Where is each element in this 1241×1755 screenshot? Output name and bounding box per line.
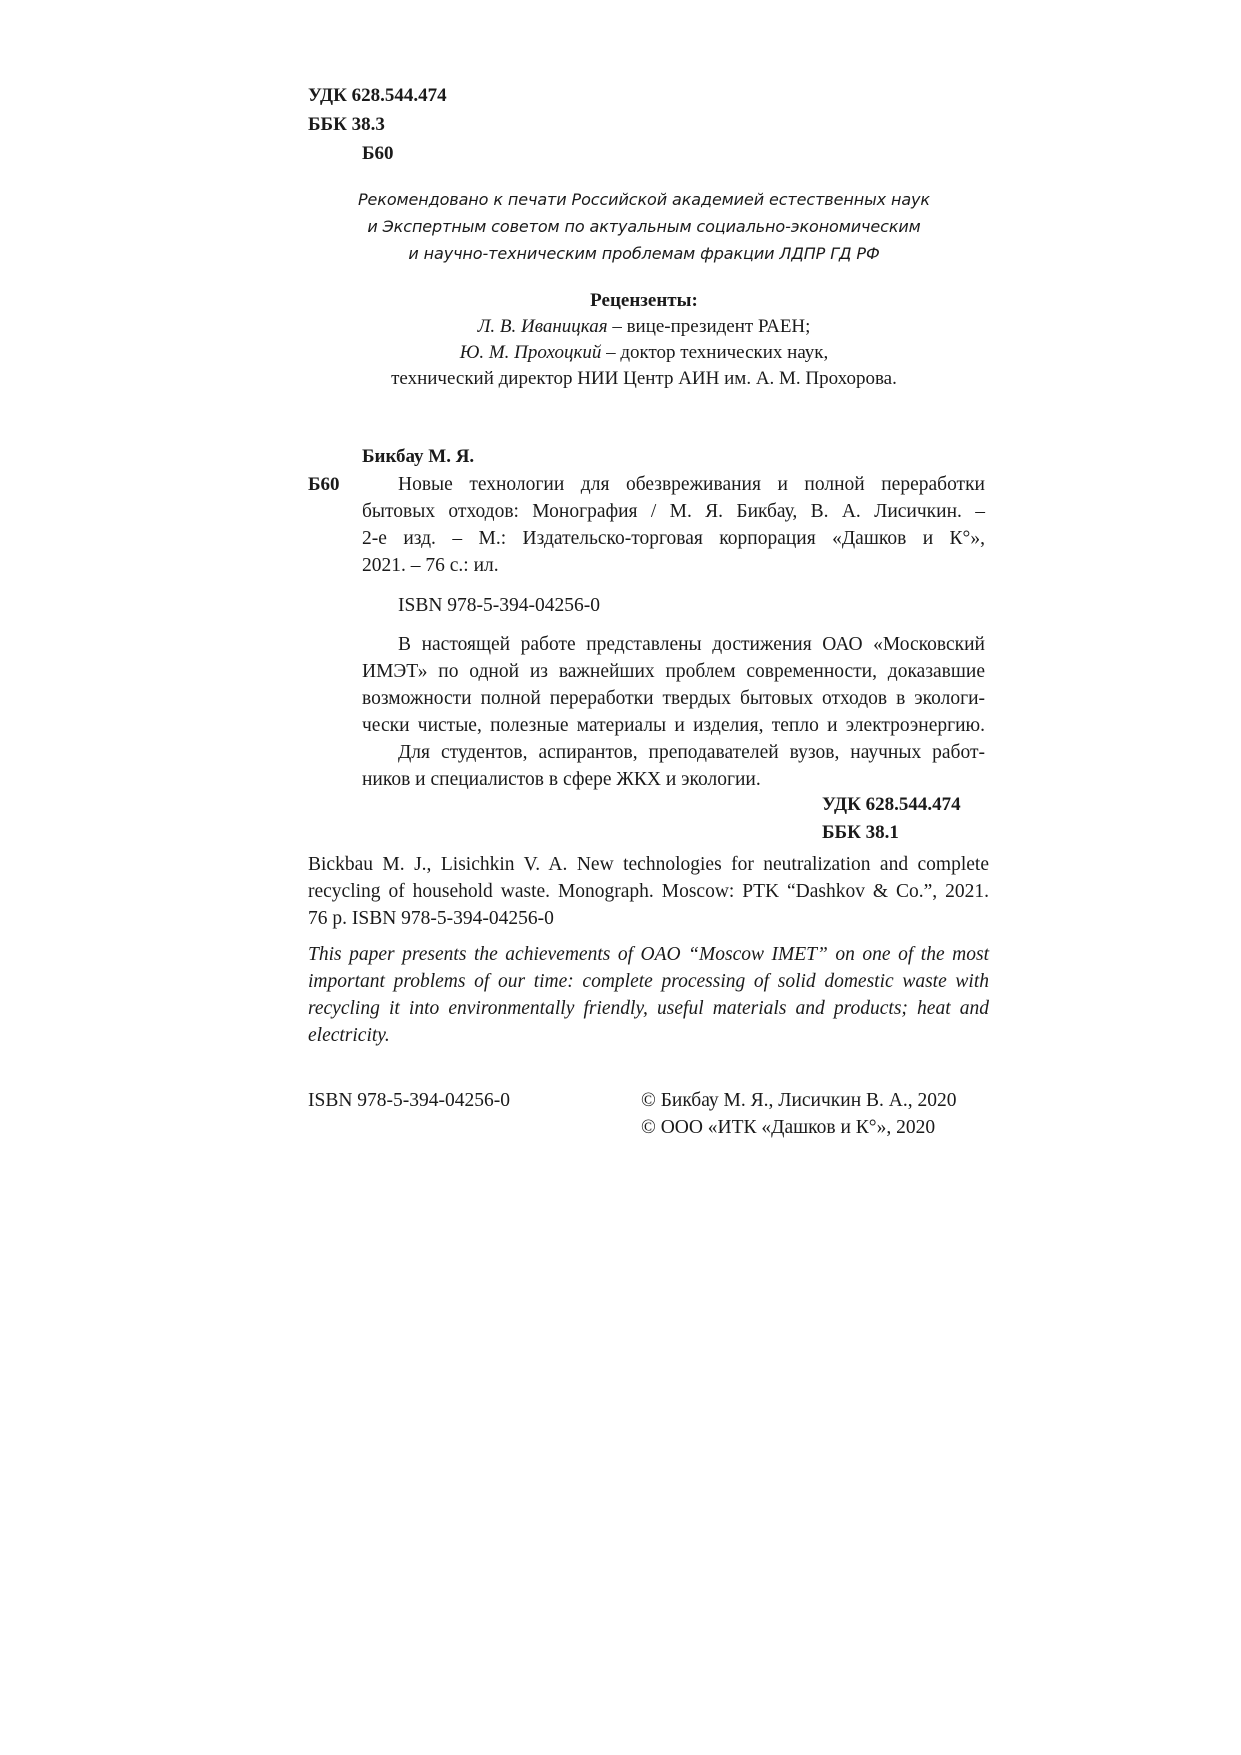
reviewer-2-role-cont: технический директор НИИ Центр АИН им. А. М. Прохорова. bbox=[391, 368, 897, 389]
reviewers-heading: Рецензенты: bbox=[590, 290, 698, 311]
english-abstract-line: This paper presents the achievements of OAO “Moscow IMET” on one of the most bbox=[308, 944, 989, 965]
author-mark: Б60 bbox=[362, 143, 394, 164]
copyright-block bbox=[641, 1087, 957, 1141]
annotation-line: возможности полной переработки твердых бытовых отходов в экологи- bbox=[362, 688, 985, 709]
bib-title-line: 2-е изд. – М.: Издательско-торговая корпорация «Дашков и К°», bbox=[362, 528, 985, 549]
english-abstract-line: recycling it into environmentally friendly, useful materials and products; heat and bbox=[308, 998, 989, 1019]
annotation-line: ИМЭТ» по одной из важнейших проблем современности, доказавшие bbox=[362, 661, 985, 682]
annotation bbox=[362, 631, 985, 793]
reviewer-2-name: Ю. М. Прохоцкий bbox=[459, 342, 602, 363]
annotation-line: ников и специалистов в сфере ЖКХ и экологии. bbox=[362, 769, 761, 790]
english-citation bbox=[308, 851, 989, 932]
english-abstract-line: electricity. bbox=[308, 1025, 390, 1046]
bib-mark: Б60 bbox=[308, 474, 340, 495]
copyright-publisher: © ООО «ИТК «Дашков и К°», 2020 bbox=[641, 1117, 936, 1138]
english-citation-line: recycling of household waste. Monograph. Moscow: PTK “Dashkov & Co.”, 2021. bbox=[308, 881, 989, 902]
bib-title-line: бытовых отходов: Монография / М. Я. Бикбау, В. А. Лисичкин. – bbox=[362, 501, 985, 522]
reviewers bbox=[330, 288, 958, 392]
recommendation-line: и Экспертным советом по актуальным социально-экономическим bbox=[367, 217, 921, 236]
english-abstract-line: important problems of our time: complete processing of solid domestic waste with bbox=[308, 971, 989, 992]
copyright-authors: © Бикбау М. Я., Лисичкин В. А., 2020 bbox=[641, 1090, 957, 1111]
reviewer-2 bbox=[330, 340, 958, 366]
recommendation-line: Рекомендовано к печати Российской академией естественных наук bbox=[357, 190, 930, 209]
annotation-line: Для студентов, аспирантов, преподавателей вузов, научных работ- bbox=[398, 742, 985, 763]
english-citation-line: Bickbau M. J., Lisichkin V. A. New technologies for neutralization and complete bbox=[308, 854, 989, 875]
bib-isbn: ISBN 978-5-394-04256-0 bbox=[398, 595, 601, 616]
reviewer-1 bbox=[330, 314, 958, 340]
bib-title bbox=[362, 471, 985, 579]
annotation-line: чески чистые, полезные материалы и изделия, тепло и электроэнергию. bbox=[362, 715, 985, 736]
footer-codes bbox=[822, 791, 961, 847]
english-abstract bbox=[308, 941, 989, 1049]
reviewer-1-name: Л. В. Иваницкая bbox=[477, 316, 608, 337]
reviewer-1-role: – вице-президент РАЕН; bbox=[607, 316, 811, 337]
udk-code: УДК 628.544.474 bbox=[308, 85, 447, 106]
reviewer-2-role: – доктор технических наук, bbox=[601, 342, 829, 363]
recommendation-line: и научно-техническим проблемам фракции ЛДПР ГД РФ bbox=[408, 244, 880, 263]
bbk-code: ББК 38.3 bbox=[308, 114, 385, 135]
header-codes bbox=[308, 81, 447, 168]
footer-udk-code: УДК 628.544.474 bbox=[822, 794, 961, 815]
bottom-isbn: ISBN 978-5-394-04256-0 bbox=[308, 1090, 511, 1111]
annotation-line: В настоящей работе представлены достижения ОАО «Московский bbox=[398, 634, 985, 655]
bib-title-line: 2021. – 76 с.: ил. bbox=[362, 555, 499, 576]
bib-author: Бикбау М. Я. bbox=[362, 446, 475, 467]
recommendation bbox=[330, 186, 958, 267]
footer-bbk-code: ББК 38.1 bbox=[822, 822, 899, 843]
english-citation-line: 76 p. ISBN 978-5-394-04256-0 bbox=[308, 908, 554, 929]
bib-title-line: Новые технологии для обезвреживания и полной переработки bbox=[398, 474, 985, 495]
